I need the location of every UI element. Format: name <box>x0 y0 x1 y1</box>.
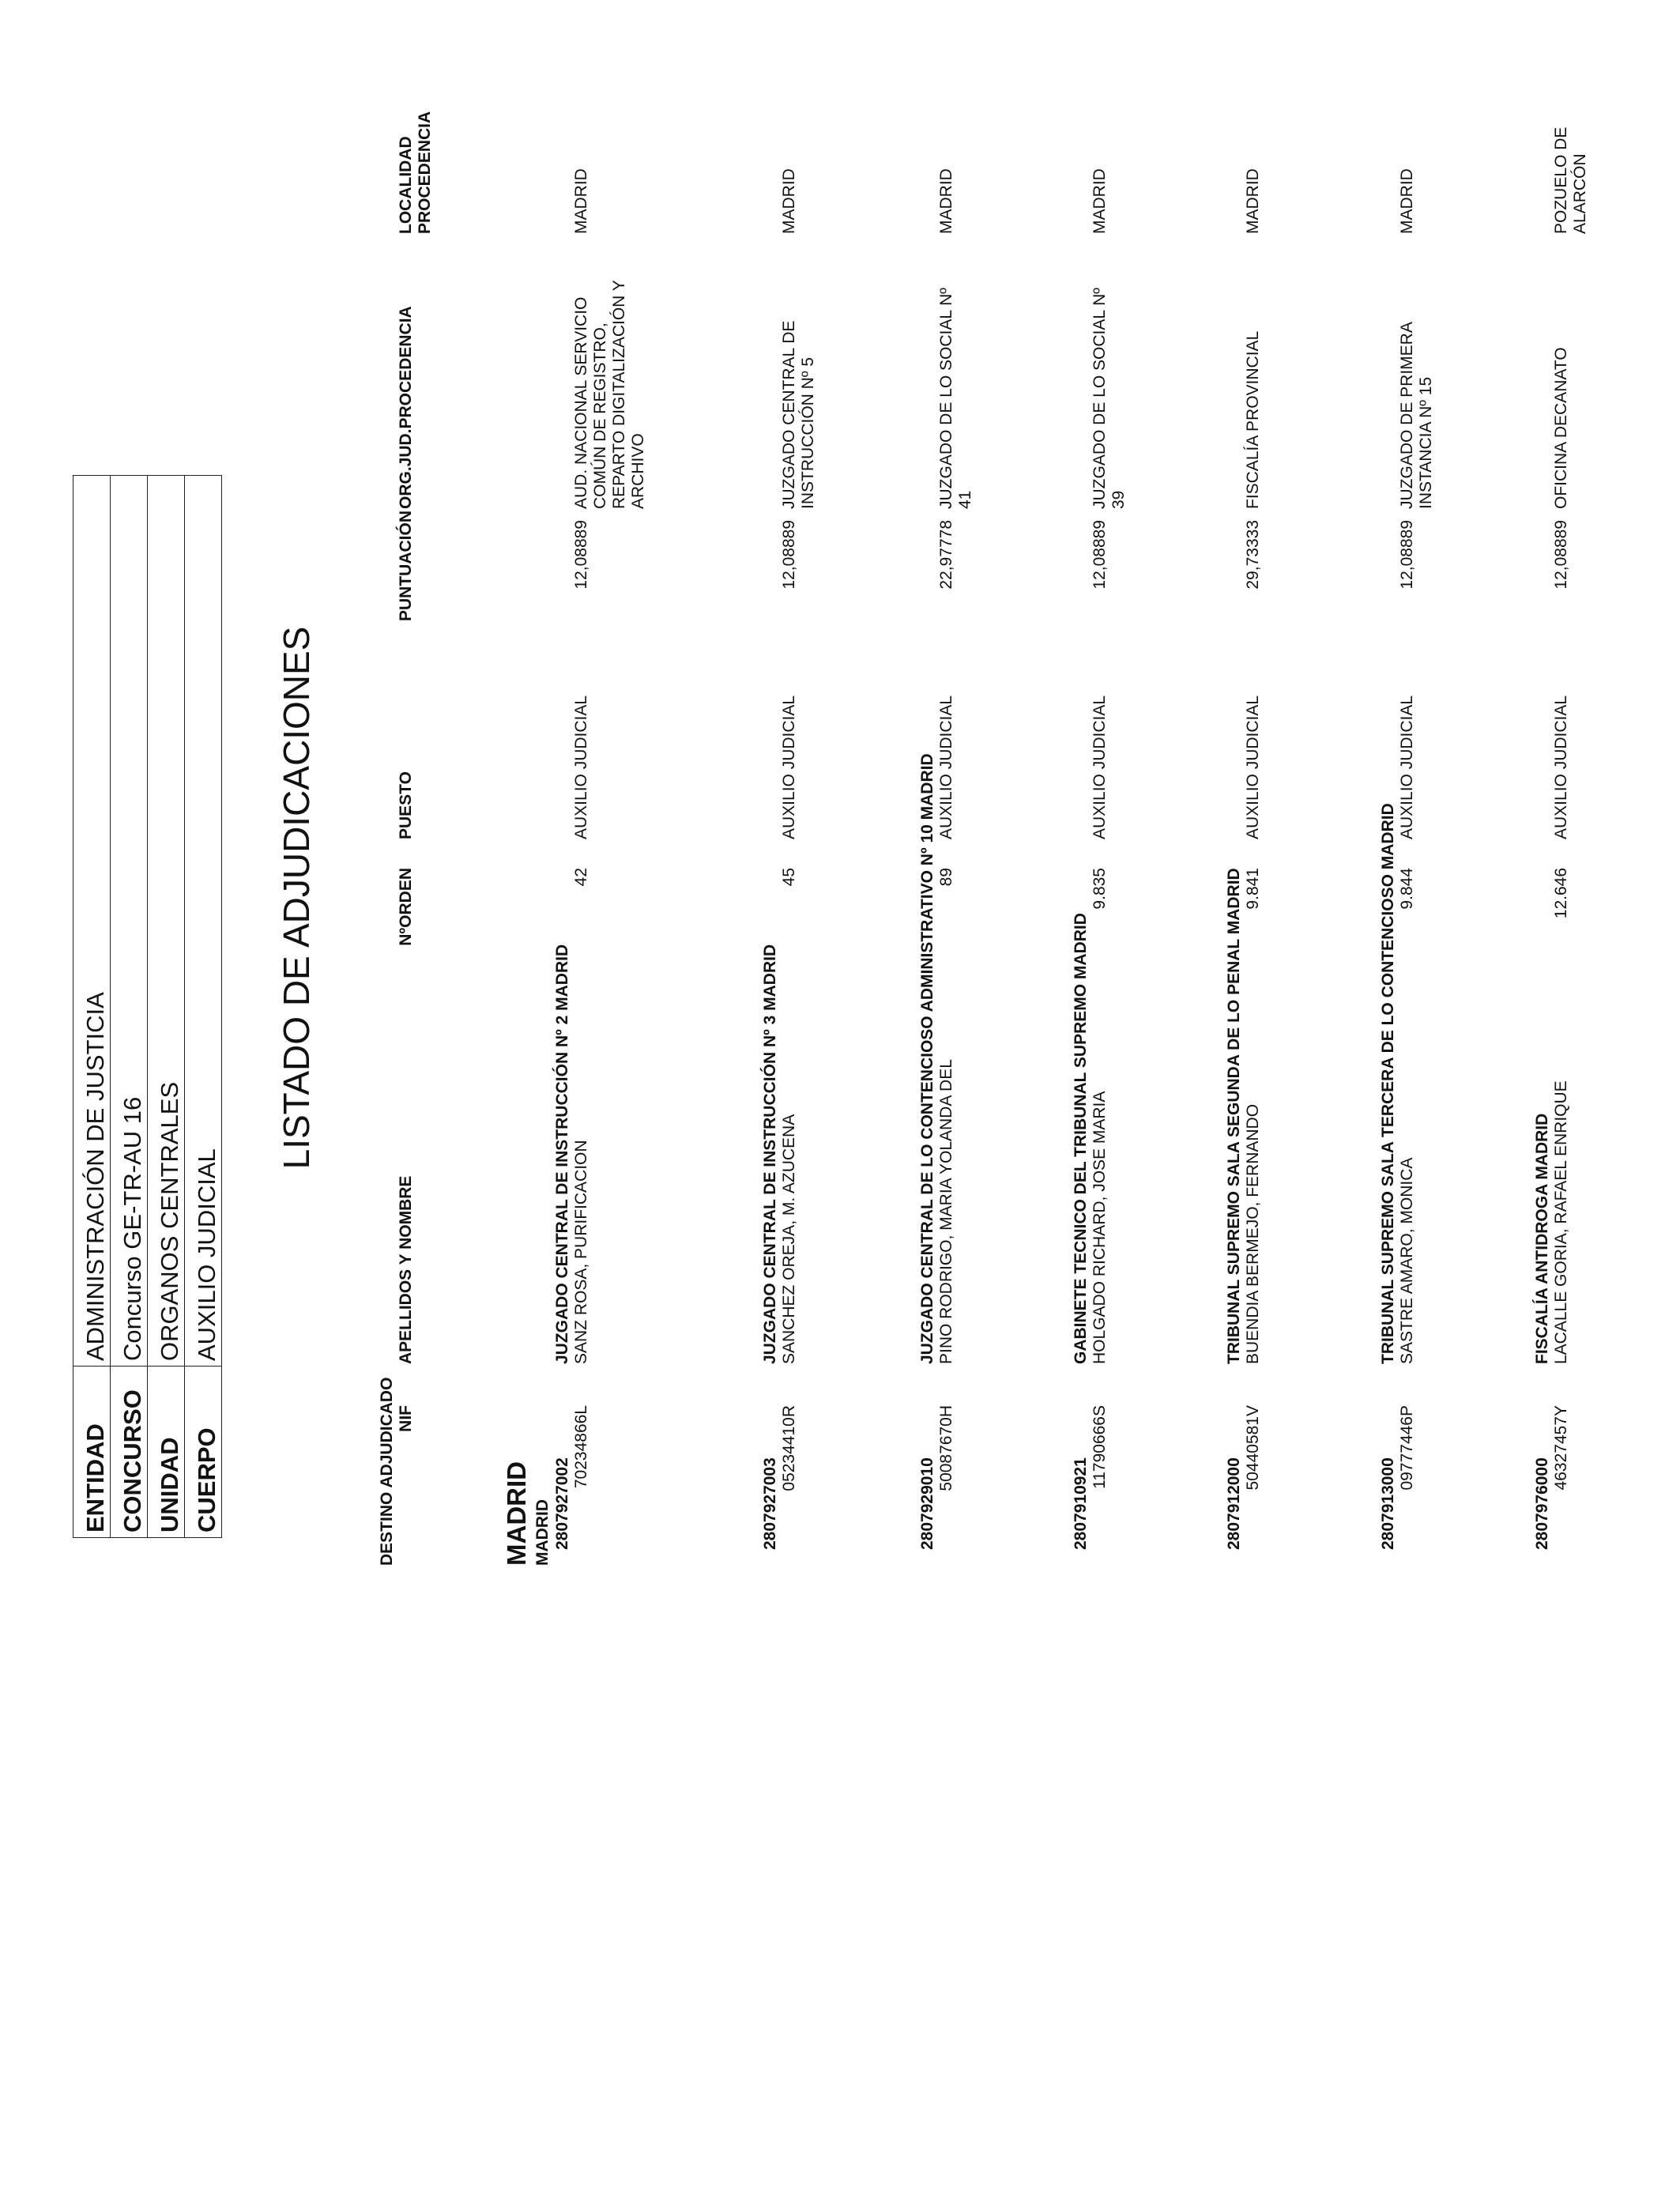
entry-org: FISCALÍA PROVINCIAL <box>1244 330 1262 509</box>
entry-destino: JUZGADO CENTRAL DE LO CONTENCIOSO ADMINISTRATIVO Nº 10 MADRID <box>918 753 936 1364</box>
list-item <box>553 0 695 2194</box>
entry-orden: 12.646 <box>1552 868 1570 919</box>
entry-puesto: AUXILIO JUDICIAL <box>780 695 798 839</box>
list-item <box>1379 0 1521 2194</box>
entry-org: JUZGADO DE PRIMERA INSTANCIA Nº 15 <box>1398 322 1435 509</box>
header-nif: NIF <box>397 1405 415 1432</box>
info-value: AUXILIO JUDICIAL <box>185 476 222 1367</box>
entry-nif: 46327457Y <box>1552 1405 1570 1491</box>
info-value: Concurso GE-TR-AU 16 <box>111 476 148 1367</box>
info-value: ORGANOS CENTRALES <box>148 476 185 1367</box>
entry-localidad: MADRID <box>1398 168 1416 234</box>
header-orden: NºORDEN <box>397 868 415 946</box>
info-value: ADMINISTRACIÓN DE JUSTICIA <box>73 476 111 1367</box>
info-key: ENTIDAD <box>73 1367 111 1538</box>
entry-org: JUZGADO CENTRAL DE INSTRUCCIÓN Nº 5 <box>780 320 817 509</box>
entry-puntuacion: 12,08889 <box>572 520 590 590</box>
entry-org: JUZGADO DE LO SOCIAL Nº 41 <box>937 288 974 509</box>
entry-localidad: MADRID <box>1090 168 1109 234</box>
entry-destino: JUZGADO CENTRAL DE INSTRUCCIÓN Nº 3 MADRID <box>761 944 779 1364</box>
entry-localidad: MADRID <box>937 168 955 234</box>
info-row-concurso <box>111 476 148 1538</box>
entry-orden: 9.835 <box>1090 868 1109 910</box>
info-row-entidad <box>73 476 111 1538</box>
entry-puntuacion: 12,08889 <box>780 520 798 590</box>
entry-localidad: MADRID <box>572 168 590 234</box>
header-nombre: APELLIDOS Y NOMBRE <box>397 1175 415 1364</box>
entry-nif: 05234410R <box>780 1405 798 1491</box>
entry-puesto: AUXILIO JUDICIAL <box>1244 695 1262 839</box>
entry-nif: 09777446P <box>1398 1405 1416 1491</box>
entry-puesto: AUXILIO JUDICIAL <box>937 695 955 839</box>
entry-nombre: HOLGADO RICHARD, JOSE MARIA <box>1090 1091 1109 1364</box>
entry-nif: 70234866L <box>572 1405 590 1489</box>
entry-puesto: AUXILIO JUDICIAL <box>1552 695 1570 839</box>
info-key: CUERPO <box>185 1367 222 1538</box>
entry-destino: JUZGADO CENTRAL DE INSTRUCCIÓN Nº 2 MADRID <box>553 944 571 1364</box>
entry-orden: 42 <box>572 868 590 887</box>
entry-nombre: LACALLE GORIA, RAFAEL ENRIQUE <box>1552 1080 1570 1364</box>
entry-code: 2807976000 <box>1533 1457 1551 1550</box>
entry-org: JUZGADO DE LO SOCIAL Nº 39 <box>1090 288 1128 509</box>
header-destino: DESTINO ADJUDICADO <box>378 1377 396 1566</box>
list-item <box>918 0 1060 2194</box>
entry-nombre: SASTRE AMARO, MONICA <box>1398 1157 1416 1364</box>
entry-puntuacion: 29,73333 <box>1244 520 1262 590</box>
list-item <box>761 0 903 2194</box>
entry-nif: 11790666S <box>1090 1405 1109 1489</box>
entry-puesto: AUXILIO JUDICIAL <box>1398 695 1416 839</box>
entry-destino: FISCALÍA ANTIDROGA MADRID <box>1533 1113 1551 1364</box>
info-row-unidad <box>148 476 185 1538</box>
header-localidad-line1: LOCALIDAD <box>397 136 415 234</box>
entry-org: OFICINA DECANATO <box>1552 347 1570 509</box>
entry-org: AUD. NACIONAL SERVICIO COMÚN DE REGISTRO, REPARTO DIGITALIZACIÓN Y ARCHIVO <box>572 280 647 509</box>
header-localidad-line2: PROCEDENCIA <box>416 111 434 234</box>
list-item <box>1225 0 1367 2194</box>
entry-puesto: AUXILIO JUDICIAL <box>1090 695 1109 839</box>
entry-nombre: SANCHEZ OREJA, M. AZUCENA <box>780 1114 798 1364</box>
list-item <box>1072 0 1214 2194</box>
entry-localidad: MADRID <box>1244 168 1262 234</box>
entry-code: 2807910921 <box>1072 1457 1090 1550</box>
entry-puesto: AUXILIO JUDICIAL <box>572 695 590 839</box>
info-key: UNIDAD <box>148 1367 185 1538</box>
entry-destino: TRIBUNAL SUPREMO SALA SEGUNDA DE LO PENAL MADRID <box>1225 868 1243 1364</box>
entry-localidad: POZUELO DE ALARCÓN <box>1552 126 1589 234</box>
entry-localidad: MADRID <box>780 168 798 234</box>
entry-nombre: BUENDIA BERMEJO, FERNANDO <box>1244 1103 1262 1364</box>
entry-orden: 9.841 <box>1244 868 1262 910</box>
entry-orden: 89 <box>937 868 955 887</box>
subregion-heading: MADRID <box>533 1499 552 1566</box>
entry-puntuacion: 12,08889 <box>1398 520 1416 590</box>
entry-orden: 9.844 <box>1398 868 1416 910</box>
entry-code: 2807929010 <box>918 1457 936 1550</box>
entry-destino: GABINETE TECNICO DEL TRIBUNAL SUPREMO MADRID <box>1072 913 1090 1364</box>
entry-nombre: PINO RODRIGO, MARIA YOLANDA DEL <box>937 1059 955 1364</box>
entry-nif: 50440581V <box>1244 1405 1262 1491</box>
entry-code: 2807913000 <box>1379 1457 1397 1550</box>
header-localidad <box>397 111 435 234</box>
entry-orden: 45 <box>780 868 798 887</box>
info-table <box>73 475 222 1538</box>
header-puesto: PUESTO <box>397 771 415 839</box>
entry-puntuacion: 22,97778 <box>937 520 955 590</box>
entry-nombre: SANZ ROSA, PURIFICACION <box>572 1140 590 1364</box>
list-item <box>1533 0 1675 2194</box>
page-title: LISTADO DE ADJUDICACIONES <box>276 626 317 1170</box>
entry-puntuacion: 12,08889 <box>1552 520 1570 590</box>
entry-destino: TRIBUNAL SUPREMO SALA TERCERA DE LO CONTENCIOSO MADRID <box>1379 803 1397 1364</box>
entry-code: 2807927003 <box>761 1457 779 1550</box>
entry-code: 2807912000 <box>1225 1457 1243 1550</box>
entry-code: 2807927002 <box>553 1457 571 1550</box>
header-puntuacion: PUNTUACIÓN <box>397 511 415 621</box>
entry-puntuacion: 12,08889 <box>1090 520 1109 590</box>
header-org: ORG.JUD.PROCEDENCIA <box>397 306 415 509</box>
info-key: CONCURSO <box>111 1367 148 1538</box>
entry-nif: 50087670H <box>937 1405 955 1491</box>
region-heading: MADRID <box>502 1461 531 1566</box>
info-row-cuerpo <box>185 476 222 1538</box>
